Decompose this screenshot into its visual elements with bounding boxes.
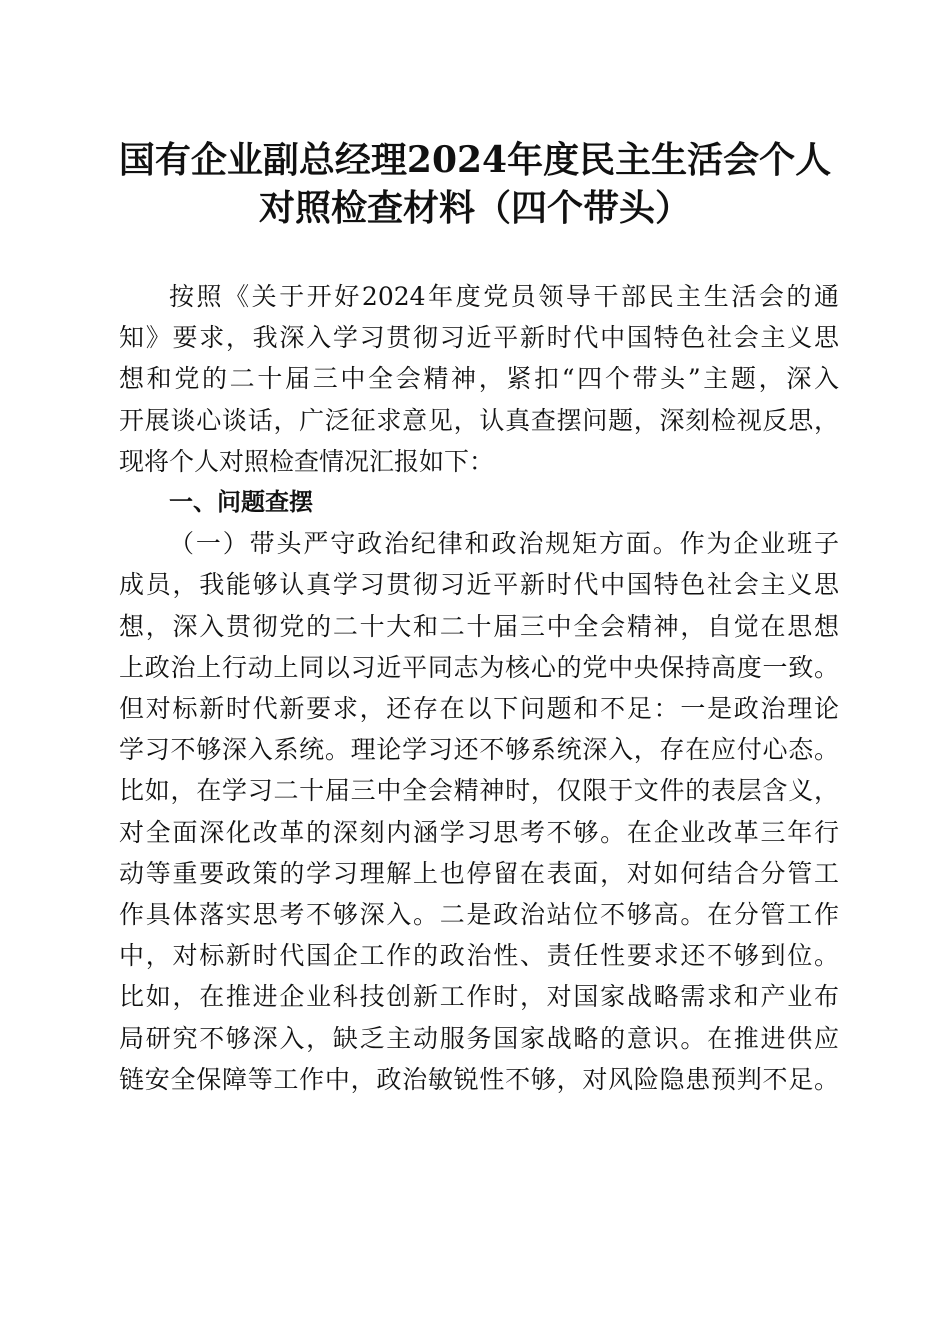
text-line: 现将个人对照检查情况汇报如下： <box>119 446 495 476</box>
text-line: （一）带头严守政治纪律和政治规矩方面。作为企业班子 <box>169 529 839 559</box>
text-line: 作具体落实思考不够深入。二是政治站位不够高。在分管工作 <box>119 900 839 930</box>
text-line: 上政治上行动上同以习近平同志为核心的党中央保持高度一致。 <box>119 652 839 682</box>
document-title <box>100 136 850 232</box>
text-line: 局研究不够深入，缺乏主动服务国家战略的意识。在推进供应 <box>119 1023 839 1053</box>
text-line: 成员，我能够认真学习贯彻习近平新时代中国特色社会主义思 <box>119 570 839 600</box>
text-line: 想，深入贯彻党的二十大和二十届三中全会精神，自觉在思想 <box>119 611 839 641</box>
section-heading: 一、问题查摆 <box>169 488 313 517</box>
text-line: 动等重要政策的学习理解上也停留在表面，对如何结合分管工 <box>119 858 839 888</box>
text-line: 开展谈心谈话，广泛征求意见，认真查摆问题，深刻检视反思， <box>119 405 839 435</box>
text-line: 学习不够深入系统。理论学习还不够系统深入，存在应付心态。 <box>119 735 839 765</box>
text-line: 比如，在推进企业科技创新工作时，对国家战略需求和产业布 <box>119 982 839 1012</box>
title-line-1: 国有企业副总经理2024年度民主生活会个人 <box>118 139 832 181</box>
text-line: 中，对标新时代国企工作的政治性、责任性要求还不够到位。 <box>119 941 839 971</box>
text-line: 对全面深化改革的深刻内涵学习思考不够。在企业改革三年行 <box>119 817 839 847</box>
text-line: 但对标新时代新要求，还存在以下问题和不足：一是政治理论 <box>119 694 839 724</box>
text-line: 比如，在学习二十届三中全会精神时，仅限于文件的表层含义， <box>119 776 839 806</box>
title-line-2: 对照检查材料（四个带头） <box>258 187 691 229</box>
text-line: 知》要求，我深入学习贯彻习近平新时代中国特色社会主义思 <box>119 323 839 353</box>
text-line: 想和党的二十届三中全会精神，紧扣“四个带头”主题，深入 <box>119 364 839 394</box>
intro-paragraph <box>119 276 839 482</box>
document-body <box>119 276 839 1100</box>
problem-paragraph <box>119 523 839 1100</box>
text-line: 链安全保障等工作中，政治敏锐性不够，对风险隐患预判不足。 <box>119 1064 839 1094</box>
text-line: 按照《关于开好2024年度党员领导干部民主生活会的通 <box>169 282 839 311</box>
